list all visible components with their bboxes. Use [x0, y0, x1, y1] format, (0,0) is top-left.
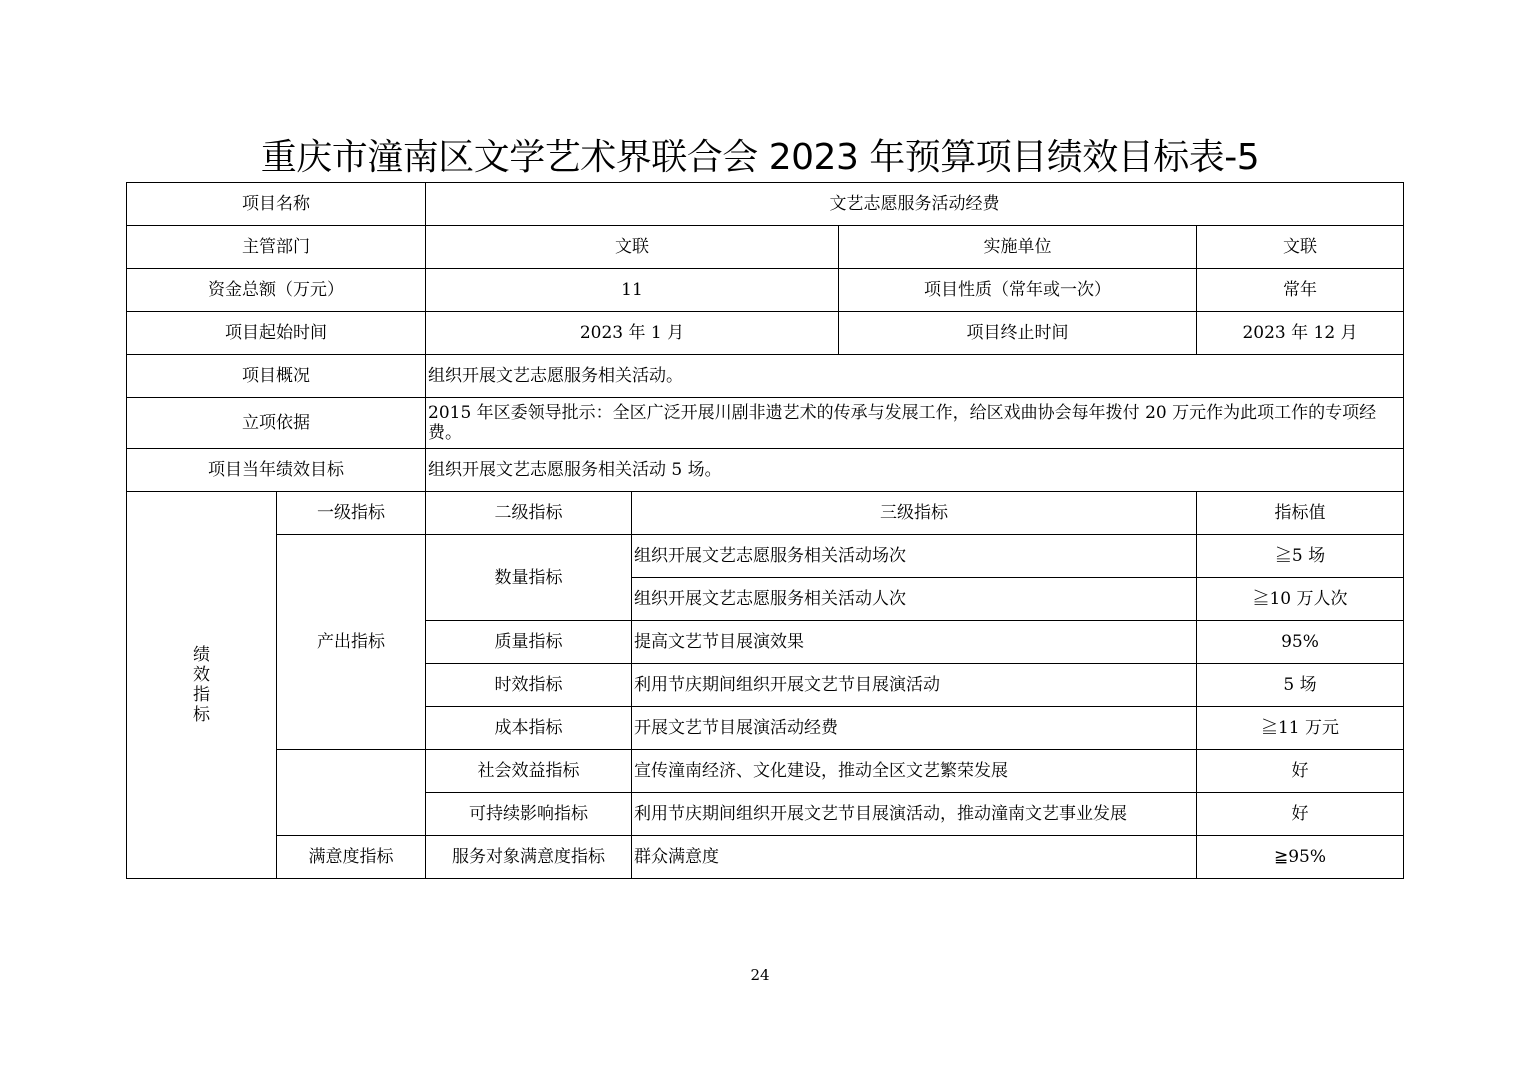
table-row [127, 836, 1404, 879]
indicator-section-label: 绩效指标 [127, 492, 277, 879]
timeliness-desc: 利用节庆期间组织开展文艺节目展演活动 [632, 664, 1197, 707]
table-row [127, 312, 1404, 355]
quality-value: 95% [1197, 621, 1404, 664]
goal-value: 组织开展文艺志愿服务相关活动 5 场。 [426, 449, 1404, 492]
sustain-value: 好 [1197, 793, 1404, 836]
start-value: 2023 年 1 月 [426, 312, 839, 355]
output-indicator-label: 产出指标 [277, 535, 426, 750]
dept-value: 文联 [426, 226, 839, 269]
social-value: 好 [1197, 750, 1404, 793]
end-value: 2023 年 12 月 [1197, 312, 1404, 355]
cost-desc: 开展文艺节目展演活动经费 [632, 707, 1197, 750]
quantity-value-1: ≧5 场 [1197, 535, 1404, 578]
header-level2: 二级指标 [426, 492, 632, 535]
effect-indicator-label [277, 750, 426, 836]
table-row [127, 535, 1404, 578]
header-value: 指标值 [1197, 492, 1404, 535]
start-label: 项目起始时间 [127, 312, 426, 355]
quality-label: 质量指标 [426, 621, 632, 664]
sustain-desc: 利用节庆期间组织开展文艺节目展演活动，推动潼南文艺事业发展 [632, 793, 1197, 836]
table-row [127, 269, 1404, 312]
cost-value: ≧11 万元 [1197, 707, 1404, 750]
header-level3: 三级指标 [632, 492, 1197, 535]
funds-value: 11 [426, 269, 839, 312]
table-row [127, 183, 1404, 226]
nature-label: 项目性质（常年或一次） [839, 269, 1197, 312]
social-desc: 宣传潼南经济、文化建设，推动全区文艺繁荣发展 [632, 750, 1197, 793]
sustain-label: 可持续影响指标 [426, 793, 632, 836]
table-row [127, 449, 1404, 492]
goal-label: 项目当年绩效目标 [127, 449, 426, 492]
page-title: 重庆市潼南区文学艺术界联合会 2023 年预算项目绩效目标表-5 [260, 137, 1260, 178]
timeliness-label: 时效指标 [426, 664, 632, 707]
funds-label: 资金总额（万元） [127, 269, 426, 312]
table-row [127, 492, 1404, 535]
header-level1: 一级指标 [277, 492, 426, 535]
quantity-value-2: ≧10 万人次 [1197, 578, 1404, 621]
impl-label: 实施单位 [839, 226, 1197, 269]
performance-table [126, 182, 1404, 879]
service-value: ≧95% [1197, 836, 1404, 879]
timeliness-value: 5 场 [1197, 664, 1404, 707]
quantity-label: 数量指标 [426, 535, 632, 621]
overview-value: 组织开展文艺志愿服务相关活动。 [426, 355, 1404, 398]
basis-label: 立项依据 [127, 398, 426, 449]
nature-value: 常年 [1197, 269, 1404, 312]
dept-label: 主管部门 [127, 226, 426, 269]
project-name-label: 项目名称 [127, 183, 426, 226]
end-label: 项目终止时间 [839, 312, 1197, 355]
satisfaction-indicator-label: 满意度指标 [277, 836, 426, 879]
table-row [127, 226, 1404, 269]
social-label: 社会效益指标 [426, 750, 632, 793]
quality-desc: 提高文艺节目展演效果 [632, 621, 1197, 664]
project-name-value: 文艺志愿服务活动经费 [426, 183, 1404, 226]
table-row [127, 355, 1404, 398]
quantity-desc-1: 组织开展文艺志愿服务相关活动场次 [632, 535, 1197, 578]
table-row [127, 750, 1404, 793]
service-desc: 群众满意度 [632, 836, 1197, 879]
basis-value: 2015 年区委领导批示：全区广泛开展川剧非遗艺术的传承与发展工作，给区戏曲协会每年拨付 20 万元作为此项工作的专项经费。 [426, 398, 1404, 449]
service-label: 服务对象满意度指标 [426, 836, 632, 879]
impl-value: 文联 [1197, 226, 1404, 269]
page-number: 24 [750, 966, 770, 984]
cost-label: 成本指标 [426, 707, 632, 750]
table-row [127, 398, 1404, 449]
quantity-desc-2: 组织开展文艺志愿服务相关活动人次 [632, 578, 1197, 621]
overview-label: 项目概况 [127, 355, 426, 398]
